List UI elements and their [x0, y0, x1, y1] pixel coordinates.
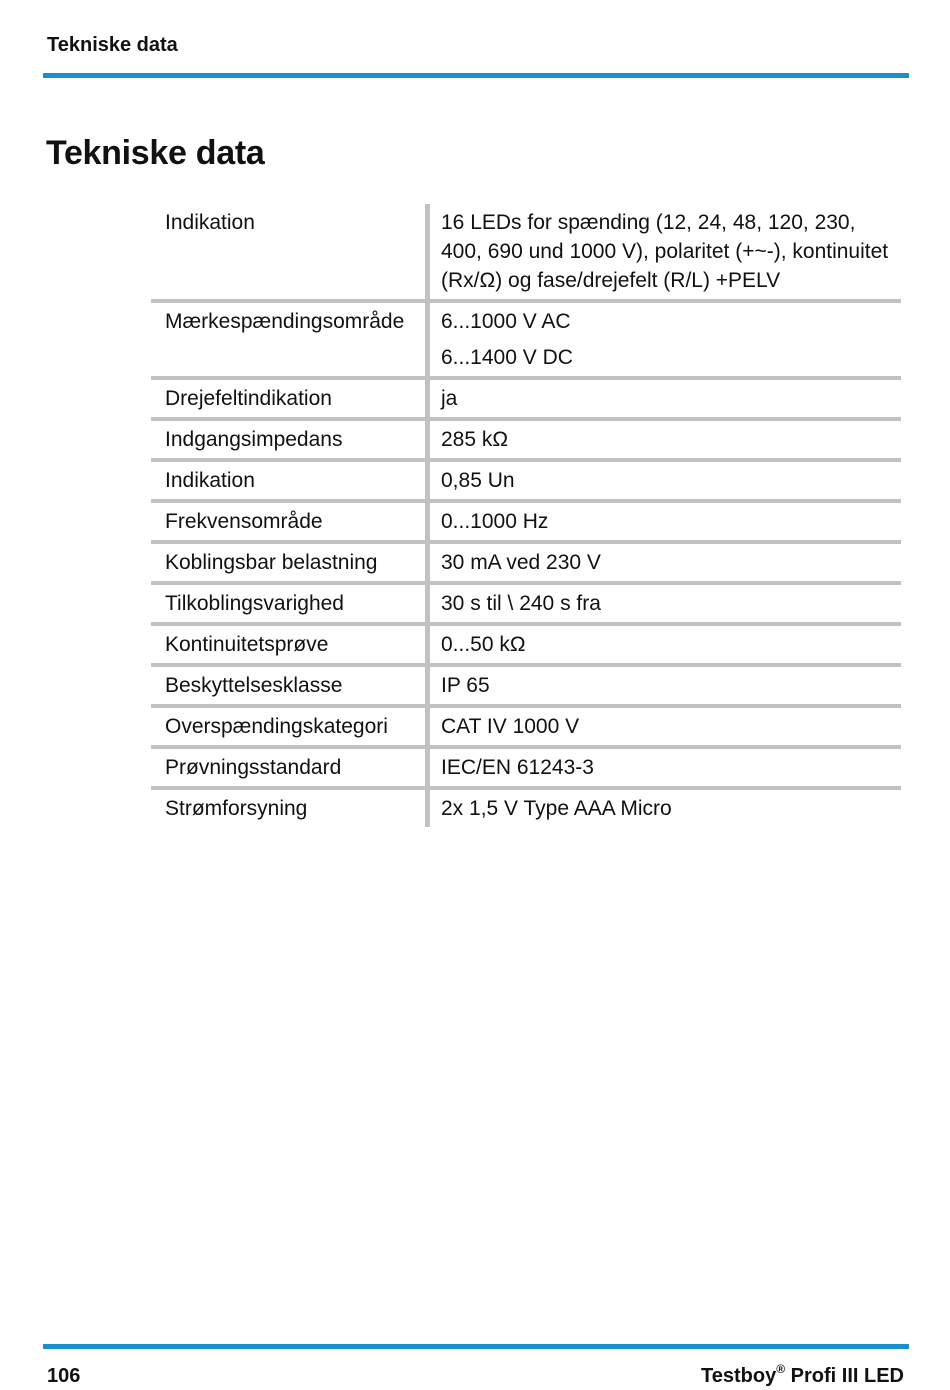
spec-value-line: 0...50 kΩ	[441, 633, 526, 656]
spec-row	[151, 417, 901, 458]
spec-value	[430, 544, 901, 581]
spec-label: Mærkespændingsområde	[151, 303, 430, 376]
spec-value-line: ja	[441, 387, 458, 410]
spec-label: Frekvensområde	[151, 503, 430, 540]
page-title: Tekniske data	[46, 134, 265, 172]
spec-table	[151, 204, 901, 827]
spec-value	[430, 585, 901, 622]
spec-value	[430, 708, 901, 745]
spec-value-line: 0,85 Un	[441, 469, 515, 492]
spec-row	[151, 299, 901, 376]
spec-value-line: 30 s til \ 240 s fra	[441, 592, 601, 615]
spec-label: Beskyttelsesklasse	[151, 667, 430, 704]
spec-value	[430, 626, 901, 663]
spec-label: Koblingsbar belastning	[151, 544, 430, 581]
spec-value	[430, 749, 901, 786]
spec-value	[430, 204, 901, 299]
spec-row	[151, 540, 901, 581]
spec-label: Overspændingskategori	[151, 708, 430, 745]
spec-value-line: CAT IV 1000 V	[441, 715, 580, 738]
spec-value-line: 30 mA ved 230 V	[441, 551, 601, 574]
spec-value-line: 2x 1,5 V Type AAA Micro	[441, 797, 672, 820]
spec-value	[430, 667, 901, 704]
registered-mark: ®	[776, 1362, 786, 1376]
spec-value	[430, 380, 901, 417]
spec-row	[151, 581, 901, 622]
product-model: Profi III LED	[785, 1365, 904, 1387]
spec-label: Strømforsyning	[151, 790, 430, 827]
spec-label: Prøvningsstandard	[151, 749, 430, 786]
brand-name: Testboy	[701, 1365, 777, 1387]
footer-rule	[43, 1344, 909, 1349]
product-name	[701, 1362, 904, 1388]
spec-value	[430, 462, 901, 499]
running-header: Tekniske data	[47, 34, 178, 56]
spec-row	[151, 204, 901, 299]
page-number: 106	[47, 1365, 81, 1387]
spec-row	[151, 376, 901, 417]
spec-row	[151, 622, 901, 663]
spec-value-line: 6...1000 V AC	[441, 310, 571, 333]
header-rule	[43, 73, 909, 78]
spec-row	[151, 458, 901, 499]
spec-value-line: 6...1400 V DC	[441, 346, 573, 369]
spec-value	[430, 503, 901, 540]
spec-row	[151, 663, 901, 704]
spec-row	[151, 704, 901, 745]
spec-label: Kontinuitetsprøve	[151, 626, 430, 663]
spec-row	[151, 499, 901, 540]
spec-label: Indikation	[151, 204, 430, 299]
spec-value-line: IP 65	[441, 674, 490, 697]
spec-value-line: 16 LEDs for spænding (12, 24, 48, 120, 230, 400, 690 und 1000 V), polaritet (+~-), kontinuitet (Rx/Ω) og fase/drejefelt (R/L) +PELV	[441, 211, 889, 292]
spec-value-line: 285 kΩ	[441, 428, 509, 451]
spec-label: Indgangsimpedans	[151, 421, 430, 458]
spec-label: Tilkoblingsvarighed	[151, 585, 430, 622]
spec-row	[151, 786, 901, 827]
spec-value-line: IEC/EN 61243-3	[441, 756, 594, 779]
spec-value	[430, 421, 901, 458]
spec-row	[151, 745, 901, 786]
spec-value	[430, 303, 901, 376]
spec-value-line: 0...1000 Hz	[441, 510, 549, 533]
spec-label: Indikation	[151, 462, 430, 499]
spec-value	[430, 790, 901, 827]
spec-label: Drejefeltindikation	[151, 380, 430, 417]
